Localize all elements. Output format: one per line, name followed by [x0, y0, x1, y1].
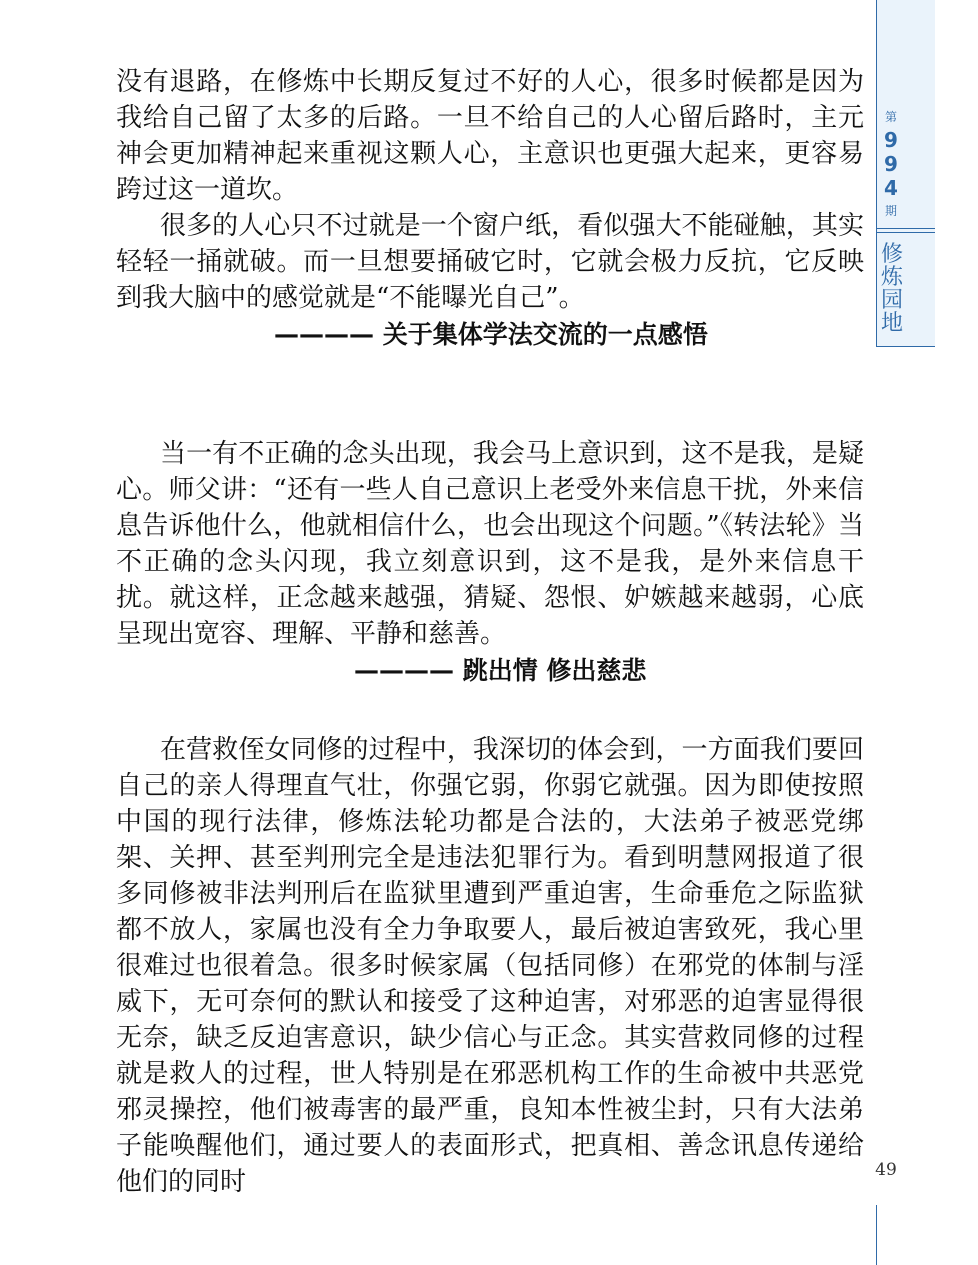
section-char: 炼: [880, 265, 903, 290]
article-signature: ———— 跳出情 修出慈悲: [354, 656, 647, 685]
section-char: 地: [880, 311, 903, 336]
section-title: [877, 243, 907, 335]
issue-number: [877, 108, 905, 220]
issue-digit: 4: [884, 176, 898, 200]
page-number: 49: [875, 1160, 897, 1180]
issue-prefix: 第: [884, 110, 897, 124]
issue-digit: 9: [884, 152, 898, 176]
sidebar-rule: [877, 228, 935, 229]
paragraph: 当一有不正确的念头出现，我会马上意识到，这不是我，是疑心。师父讲：“还有一些人自己意识上老受外来信息干扰，外来信息告诉他什么，他就相信什么，也会出现这个问题。”《转法轮》当不正确的念头闪现，我立刻意识到，这不是我，是外来信息干扰。就这样，正念越来越强，猜疑、怨恨、妒嫉越来越弱，心底呈现出宽容、理解、平静和慈善。: [116, 439, 864, 649]
article-body: [116, 64, 864, 1200]
issue-suffix: 期: [884, 204, 897, 218]
issue-digit: 9: [884, 128, 898, 152]
sidebar-rule: [877, 232, 935, 233]
section-char: 园: [880, 288, 903, 313]
sidebar-rule: [877, 346, 935, 347]
paragraph: 没有退路，在修炼中长期反复过不好的人心，很多时候都是因为我给自己留了太多的后路。一旦不给自己的人心留后路时，主元神会更加精神起来重视这颗人心，主意识也更强大起来，更容易跨过这一道坎。: [116, 67, 864, 205]
article-signature: ———— 关于集体学法交流的一点感悟: [274, 320, 708, 349]
section-char: 修: [880, 242, 903, 267]
paragraph: 很多的人心只不过就是一个窗户纸，看似强大不能碰触，其实轻轻一捅就破。而一旦想要捅破它时，它就会极力反抗，它反映到我大脑中的感觉就是“不能曝光自己”。: [116, 211, 864, 313]
sidebar-divider-bottom: [876, 1205, 877, 1265]
paragraph: 在营救侄女同修的过程中，我深切的体会到，一方面我们要回自己的亲人得理直气壮，你强它弱，你弱它就强。因为即使按照中国的现行法律，修炼法轮功都是合法的，大法弟子被恶党绑架、关押、甚至判刑完全是违法犯罪行为。看到明慧网报道了很多同修被非法判刑后在监狱里遭到严重迫害，生命垂危之际监狱都不放人，家属也没有全力争取要人，最后被迫害致死，我心里很难过也很着急。很多时候家属（包括同修）在邪党的体制与淫威下，无可奈何的默认和接受了这种迫害，对邪恶的迫害显得很无奈，缺乏反迫害意识，缺少信心与正念。其实营救同修的过程就是救人的过程，世人特别是在邪恶机构工作的生命被中共恶党邪灵操控，他们被毒害的最严重，良知本性被尘封，只有大法弟子能唤醒他们，通过要人的表面形式，把真相、善念讯息传递给他们的同时: [116, 735, 864, 1197]
